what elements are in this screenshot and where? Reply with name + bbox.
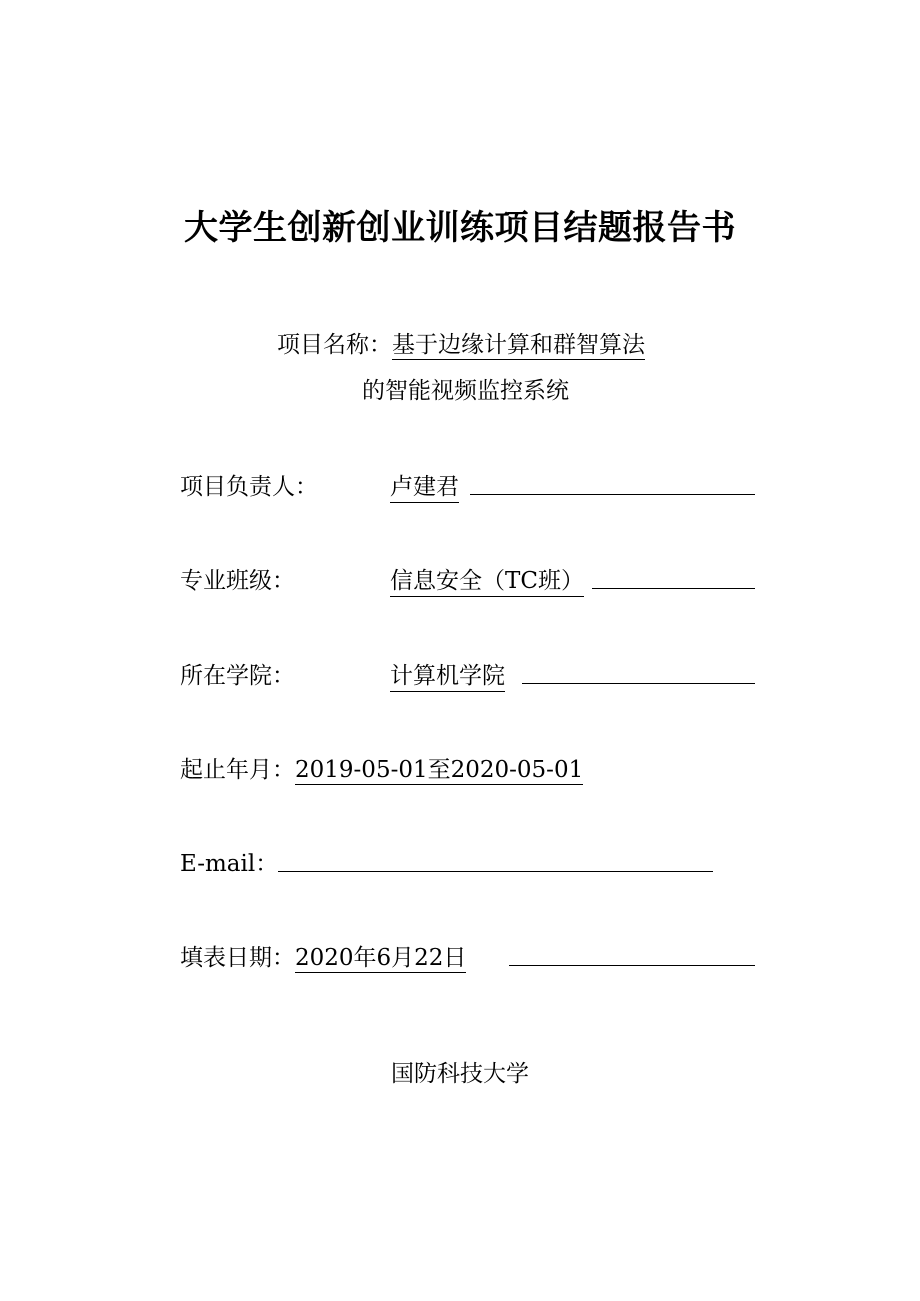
email-fill-line: [278, 871, 713, 872]
class-fill-line: [592, 588, 755, 589]
class-label: 专业班级：: [180, 568, 295, 594]
project-name-value-line2: 的智能视频监控系统: [362, 378, 569, 404]
period-value: 2019-05-01至2020-05-01: [295, 757, 584, 783]
project-name-value-line1: 基于边缘计算和群智算法: [392, 332, 645, 358]
leader-value: 卢建君: [390, 468, 459, 503]
project-name-label: 项目名称：: [277, 332, 392, 358]
college-label: 所在学院：: [180, 663, 295, 689]
document-title: 大学生创新创业训练项目结题报告书: [184, 208, 736, 248]
fill-date-label: 填表日期：: [180, 945, 295, 971]
college-value: 计算机学院: [390, 657, 505, 692]
fill-date-row: [180, 939, 466, 972]
school-name: 国防科技大学: [391, 1061, 529, 1087]
fill-date-fill-line: [509, 965, 755, 966]
class-value: 信息安全（TC班）: [390, 562, 584, 597]
period-label: 起止年月：: [180, 757, 295, 783]
email-label: E-mail：: [180, 851, 279, 877]
fill-date-value: 2020年6月22日: [295, 945, 467, 971]
college-fill-line: [522, 683, 755, 684]
leader-label: 项目负责人：: [180, 474, 318, 500]
leader-fill-line: [470, 494, 755, 495]
project-name-row: [277, 326, 645, 359]
period-row: [180, 751, 583, 784]
